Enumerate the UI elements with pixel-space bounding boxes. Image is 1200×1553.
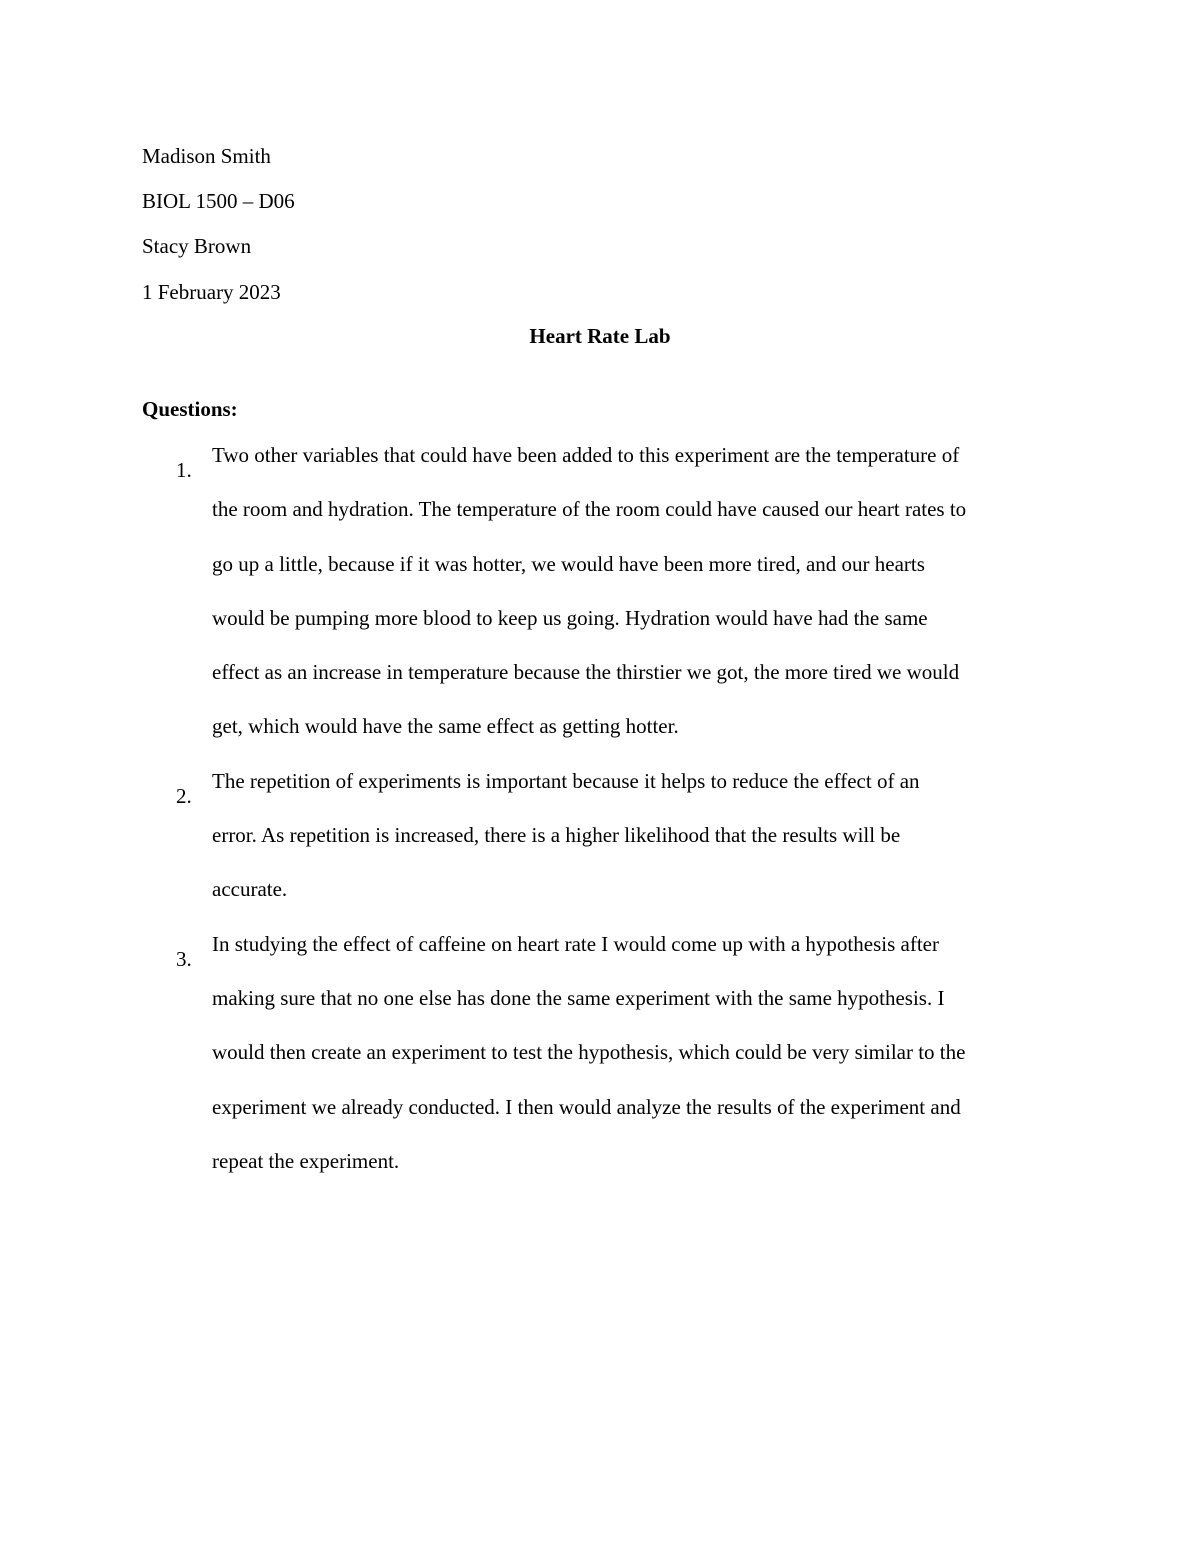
answer-line: experiment we already conducted. I then would analyze the results of the experiment and bbox=[212, 1094, 961, 1119]
answer-text bbox=[212, 769, 1072, 932]
answer-line: the room and hydration. The temperature of the room could have caused our heart rates to bbox=[212, 497, 967, 522]
answer-line: would be pumping more blood to keep us going. Hydration would have had the same bbox=[212, 605, 928, 630]
answer-item-3 bbox=[142, 932, 1072, 1203]
answer-line: In studying the effect of caffeine on heart rate I would come up with a hypothesis after bbox=[212, 931, 939, 956]
answer-line: Two other variables that could have been added to this experiment are the temperature of bbox=[212, 443, 960, 467]
answer-line: repeat the experiment. bbox=[212, 1148, 400, 1173]
answer-text bbox=[212, 443, 1072, 769]
answer-line: error. As repetition is increased, there is a higher likelihood that the results will be bbox=[212, 823, 901, 848]
answer-line: get, which would have the same effect as getting hotter. bbox=[212, 714, 679, 739]
answer-line: would then create an experiment to test the hypothesis, which could be very similar to the bbox=[212, 1040, 966, 1065]
answer-number: 2. bbox=[176, 783, 192, 808]
answer-line: making sure that no one else has done the same experiment with the same hypothesis. I bbox=[212, 985, 945, 1010]
answer-line: accurate. bbox=[212, 877, 288, 902]
answer-line: effect as an increase in temperature because the thirstier we got, the more tired we would bbox=[212, 660, 960, 685]
answer-item-2 bbox=[142, 769, 1072, 932]
document-title: Heart Rate Lab bbox=[529, 324, 671, 348]
answer-text bbox=[212, 932, 1072, 1203]
submission-date: 1 February 2023 bbox=[142, 280, 281, 304]
answer-line: go up a little, because if it was hotter, we would have been more tired, and our hearts bbox=[212, 551, 925, 576]
course-code: BIOL 1500 – D06 bbox=[142, 189, 295, 213]
answer-item-1 bbox=[142, 443, 1072, 769]
answer-line: The repetition of experiments is important because it helps to reduce the effect of an bbox=[212, 768, 920, 793]
answers-list bbox=[142, 443, 1072, 1203]
author-name: Madison Smith bbox=[142, 144, 271, 168]
instructor-name: Stacy Brown bbox=[142, 234, 252, 258]
section-heading: Questions: bbox=[142, 397, 238, 421]
answer-number: 1. bbox=[176, 458, 192, 482]
answer-number: 3. bbox=[176, 946, 192, 971]
